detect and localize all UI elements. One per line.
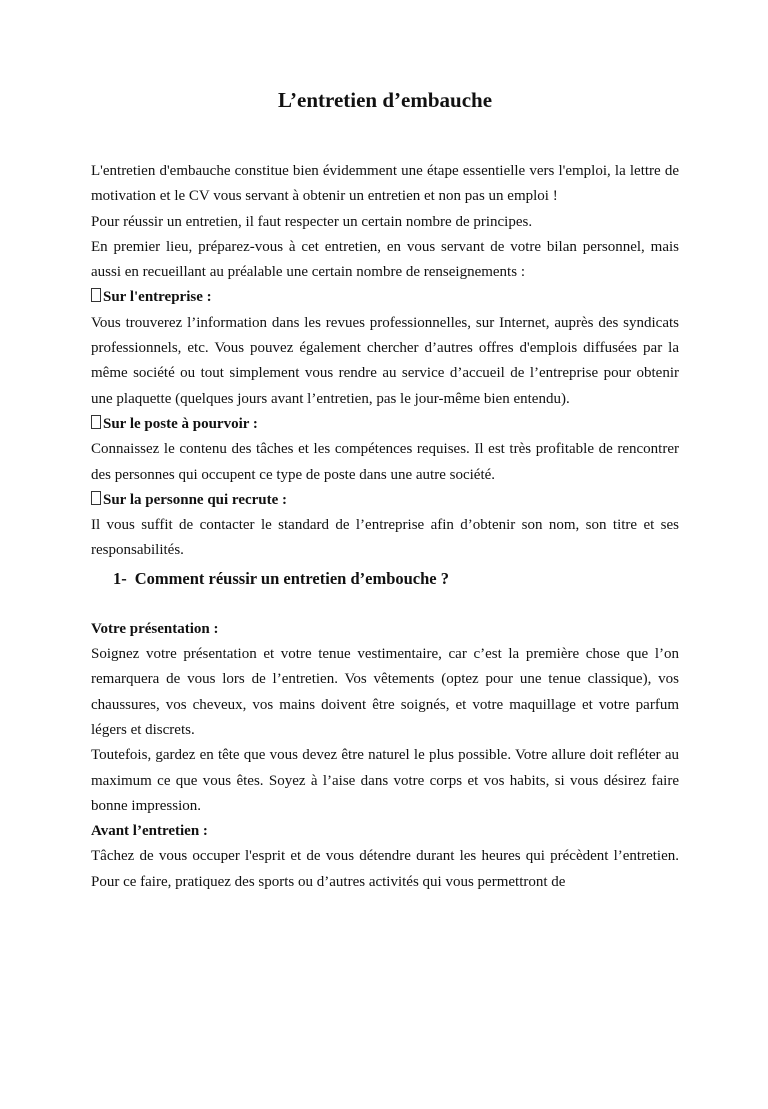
- before-paragraph: Tâchez de vous occuper l'esprit et de vous détendre durant les heures qui précèdent l’entretien. Pour ce faire, pratiquez des sports ou d’autres activités qui vous permettront de: [91, 848, 679, 890]
- item-heading-text: Sur le poste à pourvoir :: [103, 415, 258, 432]
- item-heading-poste: [91, 412, 679, 437]
- presentation-paragraph-2: Toutefois, gardez en tête que vous devez être naturel le plus possible. Votre allure doit refléter au maximum ce que vous êtes. Soyez à l’aise dans votre corps et vos habits, si vous désirez faire bonne impression.: [91, 747, 679, 814]
- checkbox-square-icon: [91, 491, 101, 505]
- item-heading-text: Sur l'entreprise :: [103, 289, 212, 306]
- before-heading: Avant l’entretien :: [91, 823, 208, 840]
- intro-paragraph-3: En premier lieu, préparez-vous à cet entretien, en vous servant de votre bilan personnel, mais aussi en recueillant au préalable une certain nombre de renseignements :: [91, 238, 679, 281]
- intro-paragraph-2: Pour réussir un entretien, il faut respecter un certain nombre de principes.: [91, 213, 533, 230]
- checkbox-square-icon: [91, 415, 101, 429]
- item-text-recruteur: Il vous suffit de contacter le standard de l’entreprise afin d’obtenir son nom, son titre et ses responsabilités.: [91, 517, 679, 559]
- checkbox-square-icon: [91, 288, 101, 302]
- section-number: 1-: [113, 568, 127, 588]
- item-heading-recruteur: [91, 488, 679, 513]
- presentation-heading: Votre présentation :: [91, 620, 219, 637]
- page-title: L’entretien d’embauche: [277, 88, 493, 112]
- intro-paragraph-1: L'entretien d'embauche constitue bien évidemment une étape essentielle vers l'emploi, la lettre de motivation et le CV vous servant à obtenir un entretien et non pas un emploi !: [91, 163, 679, 205]
- item-text-entreprise: Vous trouverez l’information dans les revues professionnelles, sur Internet, auprès des syndicats professionnels, etc. Vous pouvez également chercher d’autres offres d'emplois diffusées par la même société ou tout simplement vous rendre au service d’accueil de l’entreprise pour obtenir une plaquette (quelques jours avant l’entretien, pas le jour-même bien entendu).: [91, 314, 679, 407]
- item-text-poste: Connaissez le contenu des tâches et les compétences requises. Il est très profitable de rencontrer des personnes qui occupent ce type de poste dans une autre société.: [91, 441, 679, 483]
- presentation-paragraph-1: Soignez votre présentation et votre tenue vestimentaire, car c’est la première chose que l’on remarquera de vous lors de l’entretien. Vos vêtements (optez pour une tenue classique), vos chaussures, vos cheveux, vos mains doivent être soignés, et votre maquillage et votre parfum légers et discrets.: [91, 646, 679, 738]
- item-heading-entreprise: [91, 285, 679, 310]
- section-title: Comment réussir un entretien d’embouche ?: [134, 568, 449, 588]
- item-heading-text: Sur la personne qui recrute :: [103, 491, 288, 508]
- document-page: [0, 85, 768, 1109]
- section-heading: [113, 566, 679, 592]
